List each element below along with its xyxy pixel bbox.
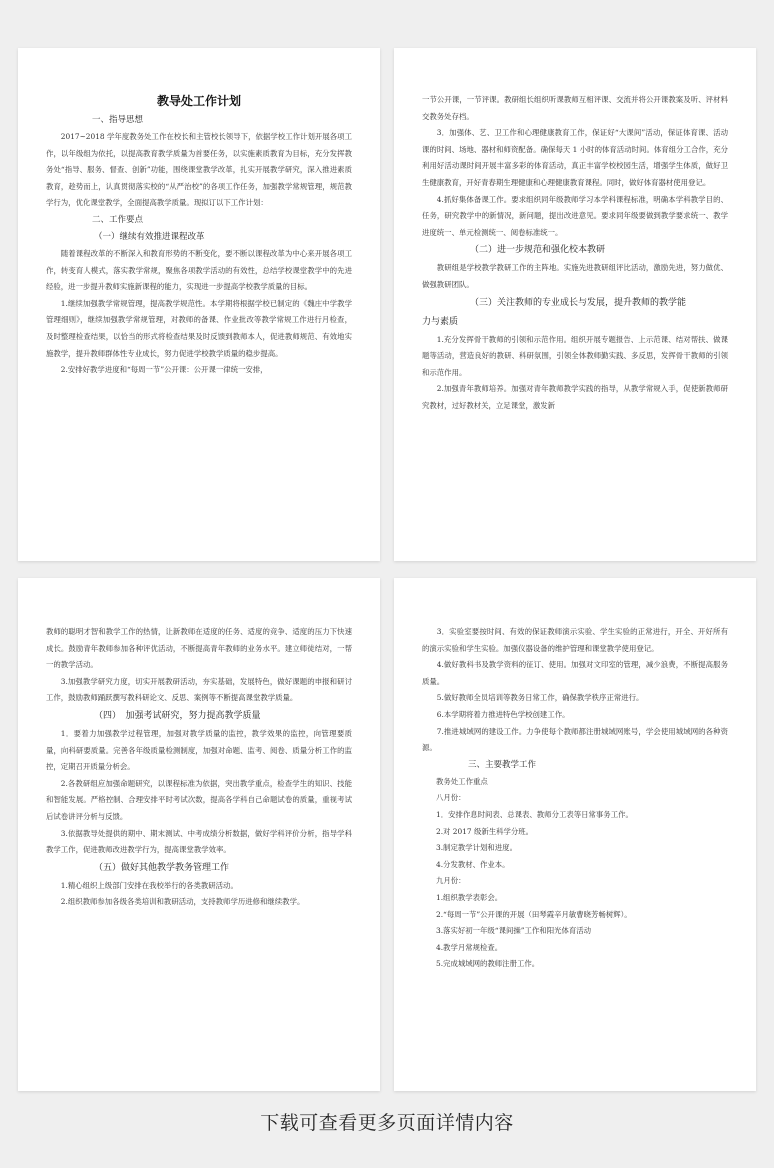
paragraph: 5.做好教师全员培训等教务日常工作，确保教学秩序正常进行。	[436, 693, 644, 703]
paragraph: 2.安排好教学进度和“每周一节”公开课：公开课一律统一安排，	[60, 365, 268, 375]
document-title: 教导处工作计划	[156, 94, 241, 108]
paragraph: 1.充分发挥骨干教师的引领和示范作用。组织开展专题报告、上示范课、结对帮扶、做课题等活动，营造良好的教研、科研氛围，引领全体教师勤实践、多反思，发挥骨干教师的引领和示范作用。	[422, 334, 728, 377]
paragraph: 4.抓好集体备课工作。要求组织同年级教师学习本学科课程标准，明确本学科教学目的、任务，研究教学中的新情况，新问题，提出改进意见。要求同年级要做到教学要求统一、教学进度统一、单元检测统一、阅卷标准统一。	[422, 194, 728, 237]
paragraph: 3.依据教导处提供的期中、期末测试、中考成绩分析数据，做好学科评价分析，指导学科教学工作，促进教师改进教学行为，提高课堂教学效率。	[46, 828, 352, 855]
subsection-heading-curriculum-reform: （一）继续有效推进课程改革	[94, 231, 205, 242]
paragraph: 3．实验室要按时间、有效的保证教师演示实验、学生实验的正常进行，开全、开好所有的演示实验和学生实验。加强仪器设备的维护管理和课堂教学使用登记。	[422, 627, 728, 653]
subsection-heading-exam-research: （四） 加强考试研究，努力提高教学质量	[94, 710, 261, 721]
document-page-2	[394, 48, 756, 561]
list-item: 八月份：	[436, 793, 466, 803]
paragraph: 3．加强体、艺、卫工作和心理健康教育工作，保证好“大课间”活动，保证体育课、活动课的时间、场地、器材和师资配备。确保每天 1 小时的体育活动时间。体育组分工合作，充分利用好活动课时间开展丰富多彩的体育活动，真正丰富学校校园生活，增强学生体质，做好卫生健康教育，开好青春期生理健康和心理健康教育课程。同时，做好体育器材使用登记。	[422, 128, 728, 187]
section-heading-main-work: 三、主要教学工作	[468, 759, 537, 770]
subsection-heading-other-management: （五）做好其他教学教务管理工作	[94, 862, 230, 873]
subsection-heading-teacher-growth: （三）关注教师的专业成长与发展，提升教师的教学能	[470, 297, 687, 308]
paragraph: 7.推进城域网的建设工作。力争使每个教师都注册城域网账号，学会使用城域网的各种资源。	[422, 726, 728, 753]
list-item: 1.组织教学表彰会。	[436, 892, 503, 902]
list-item: 4.教学月常规检查。	[436, 942, 503, 952]
paragraph: 1.继续加强教学常规管理，提高教学规范性。本学期将根据学校已制定的《魏庄中学教学管理细则》，继续加强教学常规管理，对教师的备课、作业批改等教学常规工作进行月检查，及时整理检查结果，以恰当的形式将检查结果及时反馈到教师本人，促进教师规范、有效地实施教学，提升教师群体性专业成长，努力促进学校教学质量的稳步提高。	[46, 298, 352, 358]
section-heading-guiding-thought: 一、指导思想	[92, 115, 144, 125]
document-page-3	[18, 578, 380, 1091]
list-item: 3.落实好初一年级“课间操”工作和阳光体育活动	[436, 926, 592, 936]
paragraph: 一节公开课，一节评课。教研组长组织听课教师互相评课、交流并将公开课教案及听、评材料交教务处存档。	[422, 95, 728, 121]
list-item: 九月份：	[436, 876, 466, 886]
paragraph: 教研组是学校教学教研工作的主阵地。实施先进教研组评比活动，激励先进，努力做优、做强教研团队。	[422, 263, 728, 289]
list-item: 4.分发教材、作业本。	[436, 859, 510, 869]
paragraph: 随着课程改革的不断深入和教育形势的不断变化，要不断以课程改革为中心来开展各项工作，转变育人模式，落实教学常规，聚焦各项教学活动的有效性，总结学校课堂教学中的先进经验，进一步提升教师实施新课程的能力，实现进一步提高学校教学质量的目标。	[46, 248, 352, 292]
list-item: 教务处工作重点	[436, 776, 488, 786]
subsection-heading-teacher-growth-cont: 力与素质	[422, 316, 459, 327]
paragraph: 3.加强教学研究力度，切实开展教研活动，夯实基础，发展特色，做好课题的申报和研讨工作，鼓励教师踊跃撰写教科研论文、反思、案例等不断提高课堂教学质量。	[46, 676, 352, 703]
list-item: 2.对 2017 级新生科学分班。	[436, 826, 534, 836]
download-more-note: 下载可查看更多页面详情内容	[260, 1112, 514, 1134]
list-item: 1．安排作息时间表、总课表、教师分工表等日常事务工作。	[436, 809, 633, 819]
paragraph: 2.加强青年教师培养。加强对青年教师教学实践的指导，从教学常规入手，促使新教师研究教材，过好教材关，立足课堂，激发新	[422, 384, 728, 410]
paragraph: 2.组织教师参加各级各类培训和教研活动，支持教师学历进修和继续教学。	[60, 897, 305, 907]
paragraph: 6.本学期将着力推进特色学校创建工作。	[436, 709, 570, 719]
paragraph: 2.各教研组应加强命题研究，以课程标准为依据，突出教学重点，检查学生的知识、技能和智能发展。严格控制、合理安排平时考试次数，提高各学科自己命题试卷的质量，重视考试后试卷讲评分析与反馈。	[46, 778, 352, 821]
list-item: 5.完成城域网的教师注册工作。	[436, 959, 540, 969]
document-page-1	[18, 48, 380, 561]
paragraph: 4.做好教科书及教学资料的征订、使用。加强对文印室的管理，减少浪费，不断提高服务质量。	[422, 660, 728, 686]
paragraph: 1．要着力加强教学过程管理，加强对教学质量的监控，教学效果的监控，向管理要质量，向科研要质量。完善各年级质量检测制度，加强对命题、监考、阅卷、质量分析工作的监控，定期召开质量分析会。	[46, 728, 352, 772]
document-page-4	[394, 578, 756, 1091]
subsection-heading-school-research: （二）进一步规范和强化校本教研	[470, 245, 606, 256]
list-item: 2.“每周一节”公开课的开展（田琴霞辛月敏曹晓芳畅树辉）。	[436, 909, 632, 919]
paragraph: 1.精心组织上级部门安排在我校举行的各类教研活动。	[60, 880, 238, 890]
section-heading-work-points: 二、工作要点	[92, 214, 144, 225]
paragraph: 2017~2018 学年度教务处工作在校长和主管校长领导下，依据学校工作计划开展各项工作，以年级组为依托，以提高教育教学质量为首要任务，以实施素质教育为目标，充分发挥教务处“指导、服务、督查、创新”功能，围绕课堂教学改革，扎实开展教学研究，深入推进素质教育，趁势而上，认真贯彻落实校的“从严治校”的各项工作任务，加强教学常规管理，规范教学行为，优化课堂教学，全面提高教学质量。现拟订以下工作计划：	[46, 132, 352, 208]
list-item: 3.制定教学计划和进度。	[436, 843, 517, 853]
paragraph: 教师的聪明才智和教学工作的热情，让新教师在适度的任务、适度的竞争、适度的压力下快速成长。鼓励青年教师参加各种评优活动，不断提高青年教师的业务水平。建立师徒结对，一帮一的教学活动。	[46, 627, 352, 670]
